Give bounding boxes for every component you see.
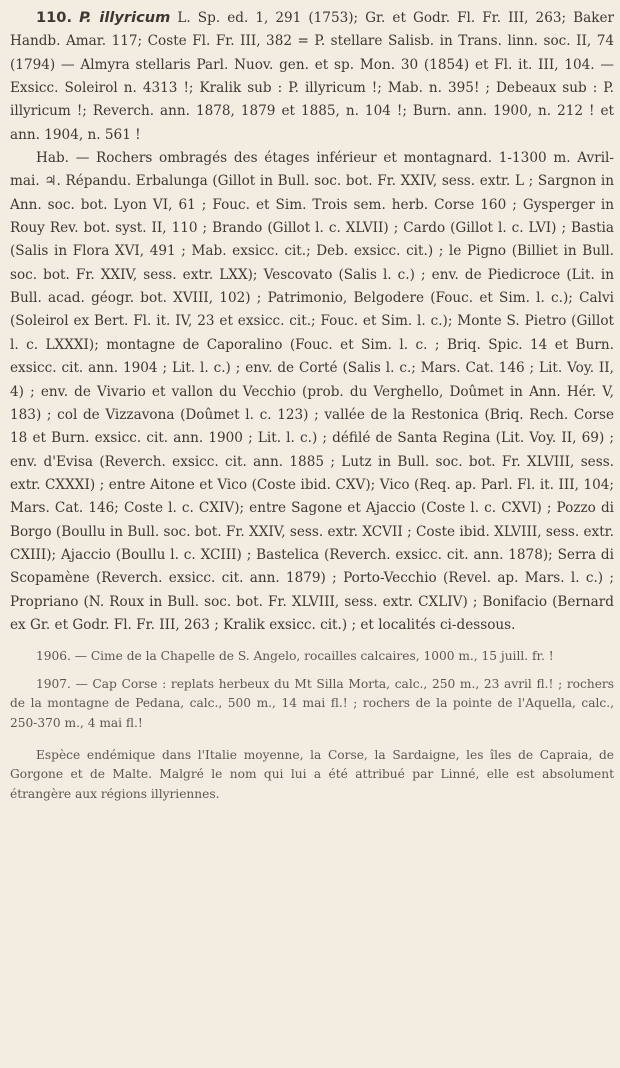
species-name: P. illyricum: [79, 9, 171, 26]
observation-1906: 1906. — Cime de la Chapelle de S. Angelo, rocailles calcaires, 1000 m., 15 juill. fr. !: [36, 649, 554, 664]
species-number: 110.: [36, 9, 73, 26]
species-entry: [10, 6, 614, 147]
observation-1907: 1907. — Cap Corse : replats herbeux du Mt Silla Morta, calc., 250 m., 23 avril fl.! ; rochers de la montagne de Pedana, calc., 500 m., 14 mai fl.! ; rochers de la pointe de l'Aquella, calc., 250-370 m., 4 mai fl.!: [10, 676, 614, 731]
distribution-note: Espèce endémique dans l'Italie moyenne, la Corse, la Sardaigne, les îles de Capraia, de Gorgone et de Malte. Malgré le nom qui lui a été attribué par Linné, elle est absolument étrangère aux régions illyriennes.: [10, 747, 614, 801]
habitat-paragraph: Hab. — Rochers ombragés des étages inférieur et montagnard. 1-1300 m. Avril-mai. ♃. Répandu. Erbalunga (Gillot in Bull. soc. bot. Fr. XXIV, sess. extr. L ; Sargnon in Ann. soc. bot. Lyon VI, 61 ; Fouc. et Sim. Trois sem. herb. Corse 160 ; Gysperger in Rouy Rev. bot. syst. II, 110 ; Brando (Gillot l. c. XLVII) ; Cardo (Gillot l. c. LVI) ; Bastia (Salis in Flora XVI, 491 ; Mab. exsicc. cit.; Deb. exsicc. cit.) ; le Pigno (Billiet in Bull. soc. bot. Fr. XXIV, sess. extr. LXX); Vescovato (Salis l. c.) ; env. de Piedicroce (Lit. in Bull. acad. géogr. bot. XVIII, 102) ; Patrimonio, Belgodere (Fouc. et Sim. l. c.); Calvi (Soleirol ex Bert. Fl. it. IV, 23 et exsicc. cit.; Fouc. et Sim. l. c.); Monte S. Pietro (Gillot l. c. LXXXI); montagne de Caporalino (Fouc. et Sim. l. c. ; Briq. Spic. 14 et Burn. exsicc. cit. ann. 1904 ; Lit. l. c.) ; env. de Corté (Salis l. c.; Mars. Cat. 146 ; Lit. Voy. II, 4) ; env. de Vivario et vallon du Vecchio (prob. du Verghello, Doûmet in Ann. Hér. V, 183) ; col de Vizzavona (Doûmet l. c. 123) ; vallée de la Restonica (Briq. Rech. Corse 18 et Burn. exsicc. cit. ann. 1900 ; Lit. l. c.) ; défilé de Santa Regina (Lit. Voy. II, 69) ; env. d'Evisa (Reverch. exsicc. cit. ann. 1885 ; Lutz in Bull. soc. bot. Fr. XLVIII, sess. extr. CXXXI) ; entre Aitone et Vico (Coste ibid. CXV); Vico (Req. ap. Parl. Fl. it. III, 104; Mars. Cat. 146; Coste l. c. CXIV); entre Sagone et Ajaccio (Coste l. c. CXVI) ; Pozzo di Borgo (Boullu in Bull. soc. bot. Fr. XXIV, sess. extr. XCVII ; Coste ibid. XLVIII, sess. extr. CXIII); Ajaccio (Boullu l. c. XCIII) ; Bastelica (Reverch. exsicc. cit. ann. 1878); Serra di Scopamène (Reverch. exsicc. cit. ann. 1879) ; Porto-Vecchio (Revel. ap. Mars. l. c.) ; Propriano (N. Roux in Bull. soc. bot. Fr. XLVIII, sess. extr. CXLIV) ; Bonifacio (Bernard ex Gr. et Godr. Fl. Fr. III, 263 ; Kralik exsicc. cit.) ; et localités ci-dessous.: [10, 150, 614, 633]
synonymy-text: L. Sp. ed. 1, 291 (1753); Gr. et Godr. Fl. Fr. III, 263; Baker Handb. Amar. 117; Coste Fl. Fr. III, 382 = P. stellare Salisb. in Trans. linn. soc. II, 74 (1794) — Almyra stellaris Parl. Nuov. gen. et sp. Mon. 30 (1854) et Fl. it. III, 104. — Exsicc. Soleirol n. 4313 !; Kralik sub : P. illyricum !; Mab. n. 395! ; Debeaux sub : P. illyricum !; Reverch. ann. 1878, 1879 et 1885, n. 104 !; Burn. ann. 1900, n. 212 ! et ann. 1904, n. 561 !: [10, 10, 615, 143]
